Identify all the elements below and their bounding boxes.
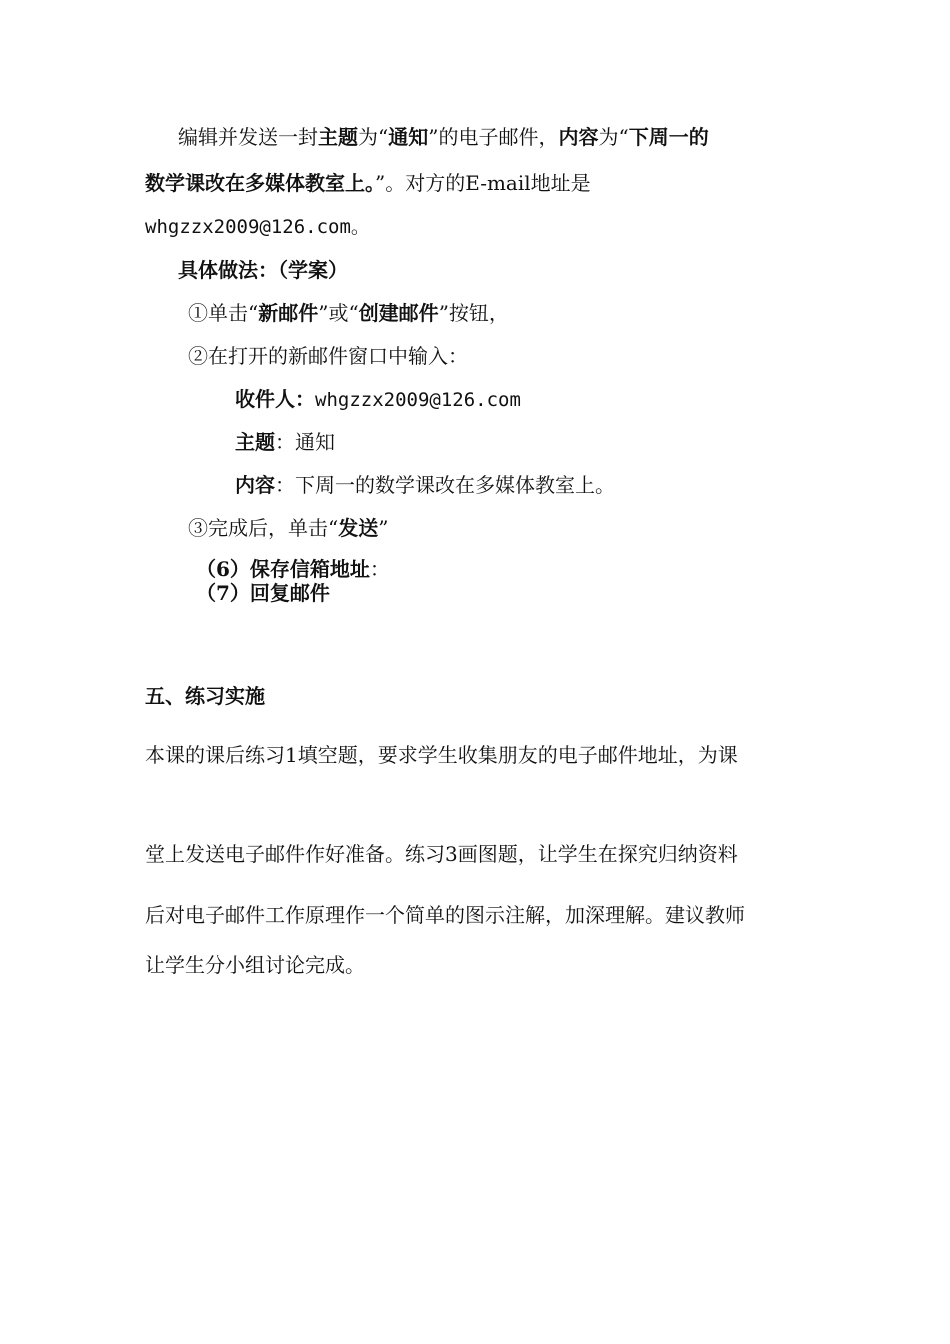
email-address: whgzzx2009@126.com。 xyxy=(145,216,370,238)
task-text: 编辑并发送一封 xyxy=(178,125,318,149)
step-1-text: ”或“ xyxy=(318,301,359,325)
step-3-text: ” xyxy=(378,516,389,540)
recipient-value: whgzzx2009@126.com xyxy=(315,389,521,411)
item-6-label: （6）保存信箱地址 xyxy=(196,557,370,581)
step-3 xyxy=(188,515,388,541)
subject-label: 主题 xyxy=(235,430,275,454)
step-3-text: ③完成后，单击“ xyxy=(188,516,339,540)
task-text: ”。对方的E-mail地址是 xyxy=(375,171,591,195)
content-label: 内容 xyxy=(235,473,275,497)
content-value-end: 数学课改在多媒体教室上。 xyxy=(145,171,375,195)
task-text: 为“ xyxy=(598,125,629,149)
step-2: ②在打开的新邮件窗口中输入： xyxy=(188,344,468,368)
section-5-line-4: 让学生分小组讨论完成。 xyxy=(145,953,365,977)
recipient-label: 收件人： xyxy=(235,387,315,411)
item-6-colon: ： xyxy=(369,557,390,581)
task-text: ”的电子邮件， xyxy=(428,125,559,149)
subject-value: 通知 xyxy=(388,125,429,149)
step-1-text: ①单击“ xyxy=(188,301,259,325)
task-text: 为“ xyxy=(358,125,389,149)
item-7: （7）回复邮件 xyxy=(196,581,330,605)
task-line-3 xyxy=(145,214,370,240)
method-heading: 具体做法：（学案） xyxy=(178,258,348,282)
section-5-line-3: 后对电子邮件工作原理作一个简单的图示注解，加深理解。建议教师 xyxy=(145,903,745,927)
create-mail-label: 创建邮件 xyxy=(358,301,439,325)
content-text: ：下周一的数学课改在多媒体教室上。 xyxy=(275,473,615,497)
content-line xyxy=(235,472,615,498)
new-mail-label: 新邮件 xyxy=(258,301,319,325)
item-6 xyxy=(196,557,390,581)
step-1-text: ”按钮， xyxy=(438,301,509,325)
section-5-line-2: 堂上发送电子邮件作好准备。练习3画图题，让学生在探究归纳资料 xyxy=(145,842,738,866)
section-5-line-1: 本课的课后练习1填空题，要求学生收集朋友的电子邮件地址，为课 xyxy=(145,743,738,767)
task-line-1 xyxy=(178,124,709,150)
subject-text: ：通知 xyxy=(275,430,335,454)
recipient-line xyxy=(235,386,521,413)
subject-line xyxy=(235,429,335,455)
task-line-2 xyxy=(145,170,591,196)
step-1 xyxy=(188,300,509,326)
section-5-heading: 五、练习实施 xyxy=(145,684,265,708)
content-value-start: 下周一的 xyxy=(628,125,709,149)
send-label: 发送 xyxy=(338,516,379,540)
content-keyword: 内容 xyxy=(558,125,599,149)
subject-keyword: 主题 xyxy=(318,125,358,149)
